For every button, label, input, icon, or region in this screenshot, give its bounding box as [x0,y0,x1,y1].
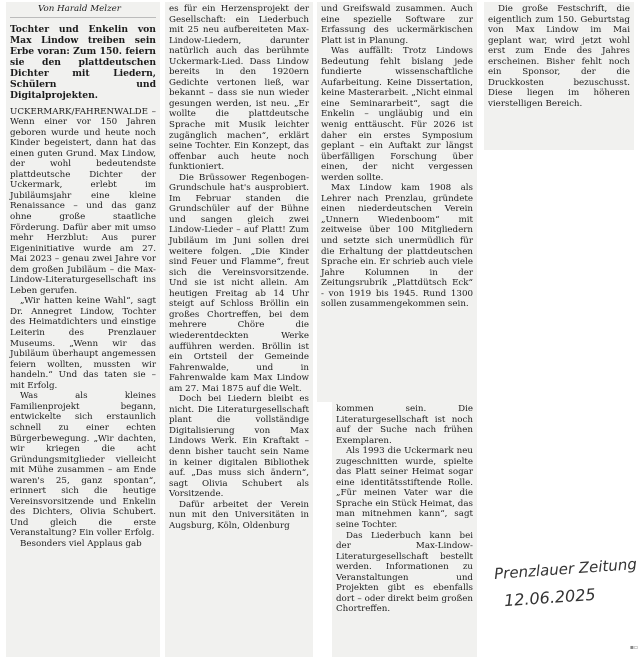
paragraph: Max Lindow kam 1908 als Lehrer nach Prenzlau, gründete einen niederdeutschen Verein „Unnern Wiedenboom“ mit zeitweise über 100 Mitgliedern und setzte sich unermüdlich für die Erhaltung der plattdeutschen Sprache ein. Er schrieb auch viele Jahre Kolumnen in der Zeitungsrubrik „Plattdütsch Eck“ - von 1919 bis 1945. Rund 1300 sollen zusammengekommen sein. [321,183,473,310]
column-3-top [317,2,477,402]
paragraph: Was auffällt: Trotz Lindows Bedeutung fehlt bislang jede fundierte wissenschaftliche Aufarbeitung. Keine Dissertation, keine Masterarbeit. „Nicht einmal eine Seminararbeit“, sagt die Enkelin – ungläubig und ein wenig enttäuscht. Für 2026 ist daher ein erstes Symposium geplant – ein Auftakt zur längst überfälligen Forschung über einen, der nicht vergessen werden sollte. [321,46,473,183]
byline: Von Harald Melzer [10,4,156,18]
paragraph: Als 1993 die Uckermark neu zugeschnitten wurde, spielte das Platt seiner Heimat sogar eine identitätsstiftende Rolle. „Für meinen Vater war die Sprache ein Stück Heimat, das man mitnehmen kann“, sagt seine Tochter. [336,446,473,531]
paragraph: „Wir hatten keine Wahl“, sagt Dr. Annegret Lindow, Tochter des Heimatdichters und einstige Leiterin des Prenzlauer Museums. „Wenn wir das Jubiläum überhaupt angemessen feiern wollten, mussten wir handeln.“ Und das taten sie – mit Erfolg. [10,296,156,391]
paragraph: es für ein Herzensprojekt der Gesellschaft: ein Liederbuch mit 25 neu aufbereiteten Max-Lindow-Liedern, darunter natürlich auch das berühmte Uckermark-Lied. Dass Lindow bereits in den 1920ern Gedichte vertonen ließ, war bekannt – dass sie nun wieder gesungen werden, ist neu. „Er wollte die plattdeutsche Sprache mit Musik leichter zugänglich machen“, erklärt seine Tochter. Ein Konzept, das offenbar auch heute noch funktioniert. [169,4,309,173]
paragraph: Die große Festschrift, die eigentlich zum 150. Geburtstag von Max Lindow im Mai geplant war, wird jetzt wohl erst zum Ende des Jahres erscheinen. Bisher fehlt noch ein Sponsor, der die Druckkosten bezuschusst. Diese liegen im höheren vierstelligen Bereich. [488,4,630,109]
paragraph: UCKERMARK/FAHRENWALDE – Wenn einer vor 150 Jahren geboren wurde und heute noch Kinder begeistert, dann hat das einen guten Grund. Max Lindow, der wohl bedeutendste plattdeutsche Dichter der Uckermark, erlebt im Jubiläumsjahr eine kleine Renaissance – und das ganz ohne große staatliche Förderung. Dafür aber mit umso mehr Herzblut: Aus purer Eigeninitiative wurde am 27. Mai 2023 – genau zwei Jahre vor dem großen Jubiläum – die Max-Lindow-Literaturgesellschaft ins Leben gerufen. [10,106,156,296]
column-3-bottom [332,402,477,657]
handwritten-date: 12.06.2025 [503,584,597,611]
paragraph: Dafür arbeitet der Verein nun mit den Universitäten in Augsburg, Köln, Oldenburg [169,499,309,531]
paragraph: kommen sein. Die Literaturgesellschaft ist noch auf der Suche nach frühen Exemplaren. [336,404,473,446]
paragraph: Doch bei Liedern bleibt es nicht. Die Literaturgesellschaft plant die vollständige Digitalisierung von Max Lindows Werk. Ein Kraftakt – denn bisher taucht sein Name in keiner digitalen Bibliothek auf. „Das muss sich ändern“, sagt Olivia Schubert als Vorsitzende. [169,394,309,500]
article-lead: Tochter und Enkelin von Max Lindow treiben sein Erbe voran: Zum 150. feiern sie den plattdeutschen Dichter mit Liedern, Schülern und Digitalprojekten. [10,23,156,101]
handwritten-source: Prenzlauer Zeitung [493,555,638,583]
column-1 [6,2,160,657]
paragraph: Die Brüssower Regenbogen-Grundschule hat's ausprobiert. Im Februar standen die Grundschüler auf der Bühne und sangen gleich zwei Lindow-Lieder – auf Platt! Zum Jubiläum im Juni sollen drei weitere folgen. „Die Kinder sind Feuer und Flamme“, freut sich die Vereinsvorsitzende. Und sie ist nicht allein. Am heutigen Freitag ab 14 Uhr steigt auf Schloss Bröllin ein großes Chortreffen, bei dem mehrere Chöre die wiederentdeckten Werke aufführen werden. Bröllin ist ein Ortsteil der Gemeinde Fahrenwalde, und in Fahrenwalde kam Max Lindow am 27. Mai 1875 auf die Welt. [169,172,309,394]
column-2 [165,2,313,657]
scan-edge-mark: ▪▫ [629,644,638,651]
paragraph: Besonders viel Applaus gab [20,538,142,549]
paragraph: Das Liederbuch kann bei der Max-Lindow-Literaturgesellschaft bestellt werden. Informationen zu Veranstaltungen und Projekten gibt es ebenfalls dort – oder direkt beim großen Chortreffen. [336,530,473,615]
paragraph: und Greifswald zusammen. Auch eine spezielle Software zur Erfassung des uckermärkischen Platt ist in Planung. [321,4,473,46]
paragraph: Was als kleines Familienprojekt begann, entwickelte sich erstaunlich schnell zu einer echten Bürgerbewegung. „Wir dachten, wir kriegen die acht Gründungsmitglieder vielleicht mit Mühe zusammen – am Ende waren's 25, ganz spontan“, erinnert sich die heutige Vereinsvorsitzende und Enkelin des Dichters, Olivia Schubert. Und gleich die erste Veranstaltung? Ein voller Erfolg. [10,391,156,539]
column-4 [484,2,634,150]
